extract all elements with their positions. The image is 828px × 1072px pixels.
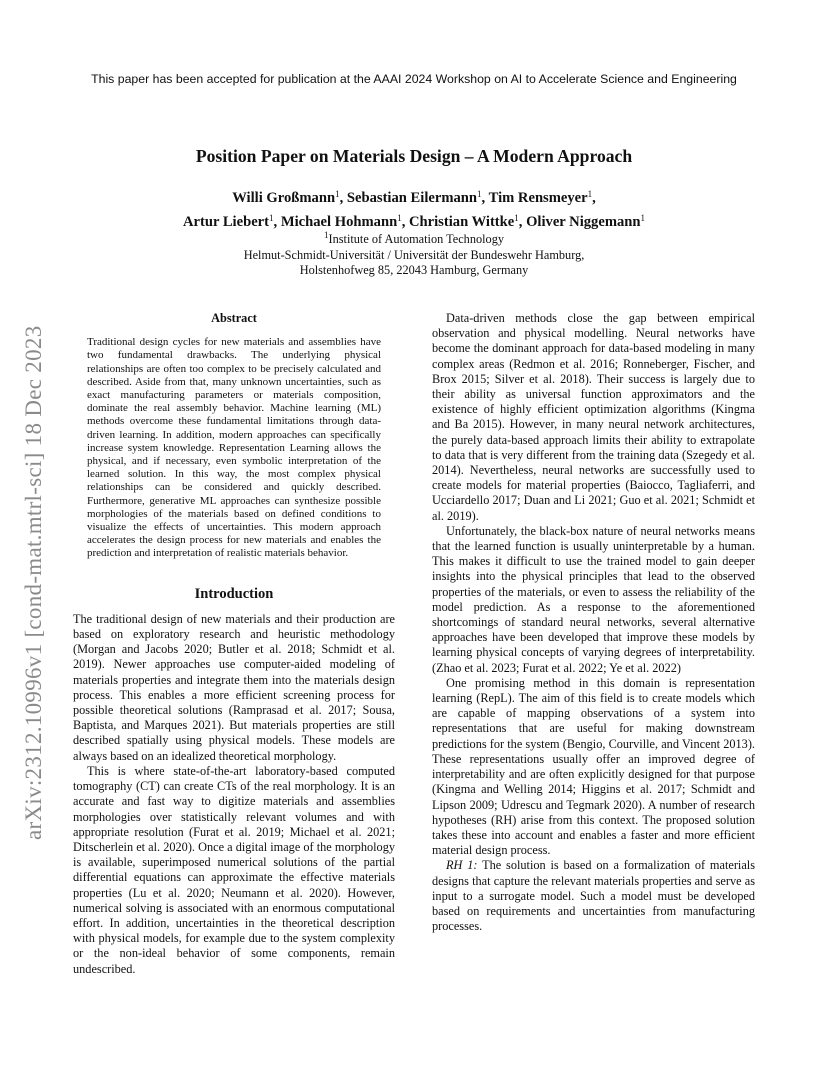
author-affiliation-mark: 1 [335,189,340,199]
author-separator: , [592,190,596,206]
author-name: Artur Liebert [182,214,270,230]
workshop-notice: This paper has been accepted for publication at the AAAI 2024 Workshop on AI to Accelerate Science and Engineering [91,72,737,86]
introduction-paragraph-4: Unfortunately, the black-box nature of neural networks means that the learned function is usually uninterpretable by a human. This makes it difficult to use the trained model to gain deeper insights into the physical principles that lead to the observed properties of the materials, or even to assess the reliability of the model prediction. As a response to the aforementioned shortcomings of standard neural networks, several alternative approaches have been developed that improve these models by learning physical concepts of varying degrees of interpretability. (Zhao et al. 2023; Furat et al. 2022; Ye et al. 2022) [432,523,755,675]
introduction-paragraph-1: The traditional design of new materials and their production are based on exploratory research and heuristic methodology (Morgan and Jacobs 2020; Butler et al. 2018; Schmidt et al. 2019). Newer approaches use computer-aided modeling of materials properties and integrate them into the materials design process. This enables a more efficient screening process for possible theoretical solutions (Ramprasad et al. 2017; Sousa, Baptista, and Marques 2021). But materials properties are still described spatially using physical models. These models are always based on an idealized theoretical morphology. [73,611,395,763]
introduction-paragraph-2: This is where state-of-the-art laboratory-based computed tomography (CT) can create CTs of the real morphology. It is an accurate and fast way to digitize materials and assemblies morphologies over statistically relevant volumes and with appropriate resolution (Furat et al. 2019; Michael et al. 2021; Ditscherlein et al. 2020). Once a digital image of the morphology is available, superimposed numerical solutions of the partial differential equations can approximate the effective materials properties (Lu et al. 2020; Neumann et al. 2020). However, numerical solving is associated with an enormous computational effort. In addition, uncertainties in the theoretical description with physical models, for example due to the system complexity or the non-ideal behavior of some components, remain undescribed. [73,763,395,976]
author-separator: , [273,214,281,230]
author-affiliation-mark: 1 [397,213,402,223]
research-hypothesis-text: The solution is based on a formalization of materials designs that capture the relevant materials properties and serve as input to a surrogate model. Such a model must be developed based on requirements and uncertainties from manufacturing processes. [432,858,755,934]
right-column [432,311,755,934]
author-affiliation-mark: 1 [269,213,274,223]
affiliation-line-1 [0,228,828,248]
abstract-text: Traditional design cycles for new materials and assemblies have two fundamental drawbacks. The underlying physical relationships are often too complex to be precisely calculated and described. Aside from that, many unknown uncertainties, such as exact manufacturing parameters or materials composition, dominate the real assembly behavior. Machine learning (ML) methods overcome these fundamental limitations through data-driven learning. In addition, modern approaches can specifically increase system knowledge. Representation Learning allows the physical, and if necessary, even symbolic interpretation of the learned solution. In this way, the most complex physical relationships can be considered and quickly described. Furthermore, generative ML approaches can synthesize possible morphologies of the materials based on defined conditions to visualize the effects of uncertainties. This modern approach accelerates the design process for new materials and enables the prediction and interpretation of realistic materials behavior. [87,336,381,560]
author-name: Sebastian Eilermann [346,190,478,206]
left-column [73,311,395,977]
arxiv-identifier-text: arXiv:2312.10996v1 [cond-mat.mtrl-sci] 18 Dec 2023 [21,325,46,840]
introduction-heading: Introduction [194,585,274,602]
author-list [0,184,828,232]
author-name: Christian Wittke [408,214,515,230]
research-hypothesis-1 [432,858,755,934]
author-affiliation-mark: 1 [477,189,482,199]
author-separator: , [518,214,527,230]
affiliation-block [0,228,828,279]
affiliation-institute: Institute of Automation Technology [328,232,504,246]
author-separator: , [481,190,489,206]
author-name: Michael Hohmann [280,214,398,230]
paper-title: Position Paper on Materials Design – A Modern Approach [195,146,633,166]
author-name: Tim Rensmeyer [488,190,588,206]
affiliation-mark: 1 [324,230,329,240]
abstract-heading: Abstract [211,311,257,325]
author-name: Willi Großmann [232,190,336,206]
author-separator: , [401,214,409,230]
author-name: Oliver Niggemann [526,214,641,230]
author-affiliation-mark: 1 [640,213,646,223]
research-hypothesis-label: RH 1: [446,858,478,873]
introduction-paragraph-5: One promising method in this domain is representation learning (RepL). The aim of this field is to create models which are capable of mapping observations of a system into representations that are useful for making downstream predictions for the system (Bengio, Courville, and Vincent 2013). These representations usually offer an improved degree of interpretability and are often explicitly designed for that purpose (Kingma and Welling 2014; Higgins et al. 2017; Schmidt and Lipson 2009; Udrescu and Tegmark 2020). A number of research hypotheses (RH) arise from this context. The proposed solution takes these into account and enables a faster and more efficient material design process. [432,675,755,858]
affiliation-line-3: Holstenhofweg 85, 22043 Hamburg, Germany [299,263,529,277]
affiliation-line-2: Helmut-Schmidt-Universität / Universität der Bundeswehr Hamburg, [243,247,585,262]
author-line-1 [0,184,828,208]
introduction-paragraph-3: Data-driven methods close the gap between empirical observation and physical modelling. Neural networks have become the dominant approach for data-based modeling in many complex areas (Redmon et al. 2016; Ronneberger, Fischer, and Brox 2015; Silver et al. 2018). Their success is largely due to their ability as universal function approximators and the existence of highly efficient optimization algorithms (Kingma and Ba 2015). However, in many neural network architectures, the purely data-based approach limits their ability to extrapolate to data that is very different from the training data (Szegedy et al. 2014). Nevertheless, neural networks are successfully used to create models for material properties (Baiocco, Tagliaferri, and Ucciardello 2017; Duan and Li 2021; Guo et al. 2021; Schmidt et al. 2019). [432,311,755,523]
arxiv-identifier-stamp[interactable] [21,240,47,840]
author-separator: , [339,190,347,206]
author-affiliation-mark: 1 [514,213,519,223]
author-affiliation-mark: 1 [587,189,593,199]
